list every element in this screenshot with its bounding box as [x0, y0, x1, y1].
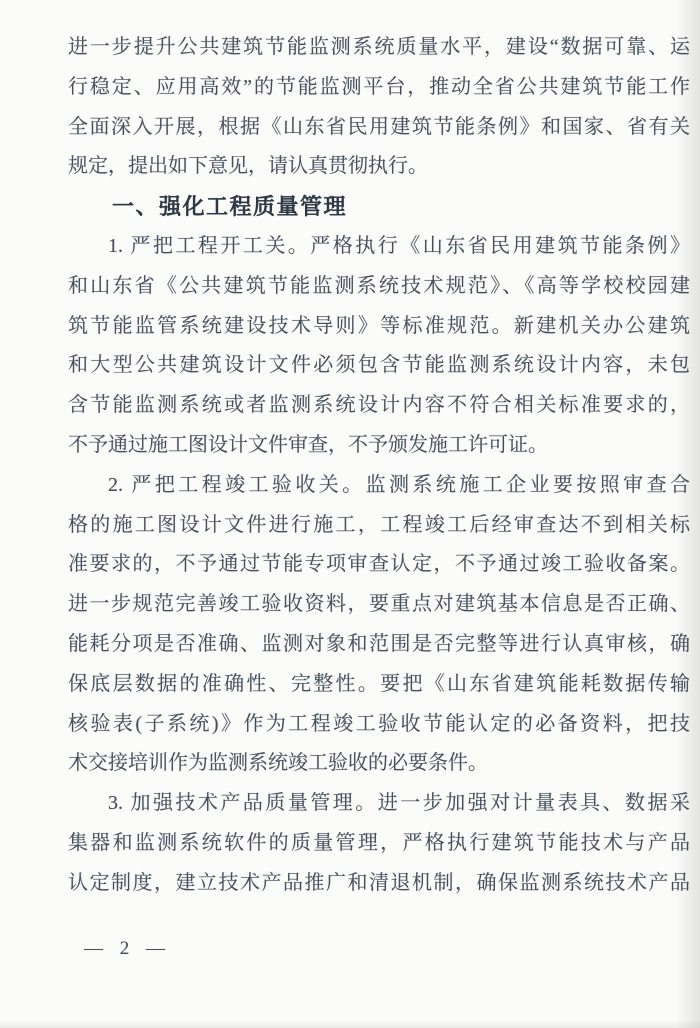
section-heading: 一、强化工程质量管理	[112, 194, 348, 220]
document-line: 格的施工图设计文件进行施工，工程竣工后经审查达不到相关标	[68, 513, 690, 536]
document-line: 和大型公共建筑设计文件必须包含节能监测系统设计内容，未包	[68, 354, 690, 377]
document-line: 核验表(子系统)》作为工程竣工验收节能认定的必备资料，把技	[68, 712, 690, 735]
document-line: 含节能监测系统或者监测系统设计内容不符合相关标准要求的，	[68, 394, 690, 417]
document-line: 进一步规范完善竣工验收资料，要重点对建筑基本信息是否正确、	[68, 593, 690, 616]
document-line: 1. 严把工程开工关。严格执行《山东省民用建筑节能条例》	[108, 234, 690, 257]
document-body	[68, 28, 690, 962]
document-line: 全面深入开展，根据《山东省民用建筑节能条例》和国家、省有关	[68, 115, 690, 138]
document-line: 术交接培训作为监测系统竣工验收的必要条件。	[68, 752, 488, 775]
document-line: 规定，提出如下意见，请认真贯彻执行。	[68, 155, 428, 178]
page-number: — 2 —	[84, 937, 171, 959]
document-line: 认定制度，建立技术产品推广和清退机制，确保监测系统技术产品	[68, 871, 690, 894]
document-line: 3. 加强技术产品质量管理。进一步加强对计量表具、数据采	[108, 792, 690, 815]
document-line: 和山东省《公共建筑节能监测系统技术规范》、《高等学校校园建	[68, 274, 690, 297]
document-line: 行稳定、应用高效”的节能监测平台，推动全省公共建筑节能工作	[68, 75, 690, 98]
document-line: 能耗分项是否准确、监测对象和范围是否完整等进行认真审核，确	[68, 632, 690, 655]
document-line: 筑节能监管系统建设技术导则》等标准规范。新建机关办公建筑	[68, 314, 690, 337]
document-line: 进一步提升公共建筑节能监测系统质量水平，建设“数据可靠、运	[68, 36, 690, 58]
document-line: 保底层数据的准确性、完整性。要把《山东省建筑能耗数据传输	[68, 672, 690, 695]
document-line: 准要求的，不予通过节能专项审查认定，不予通过竣工验收备案。	[68, 553, 690, 576]
document-line: 不予通过施工图设计文件审查，不予颁发施工许可证。	[68, 433, 548, 456]
document-line: 集器和监测系统软件的质量管理，严格执行建筑节能技术与产品	[68, 831, 690, 854]
document-line: 2. 严把工程竣工验收关。监测系统施工企业要按照审查合	[108, 473, 690, 496]
